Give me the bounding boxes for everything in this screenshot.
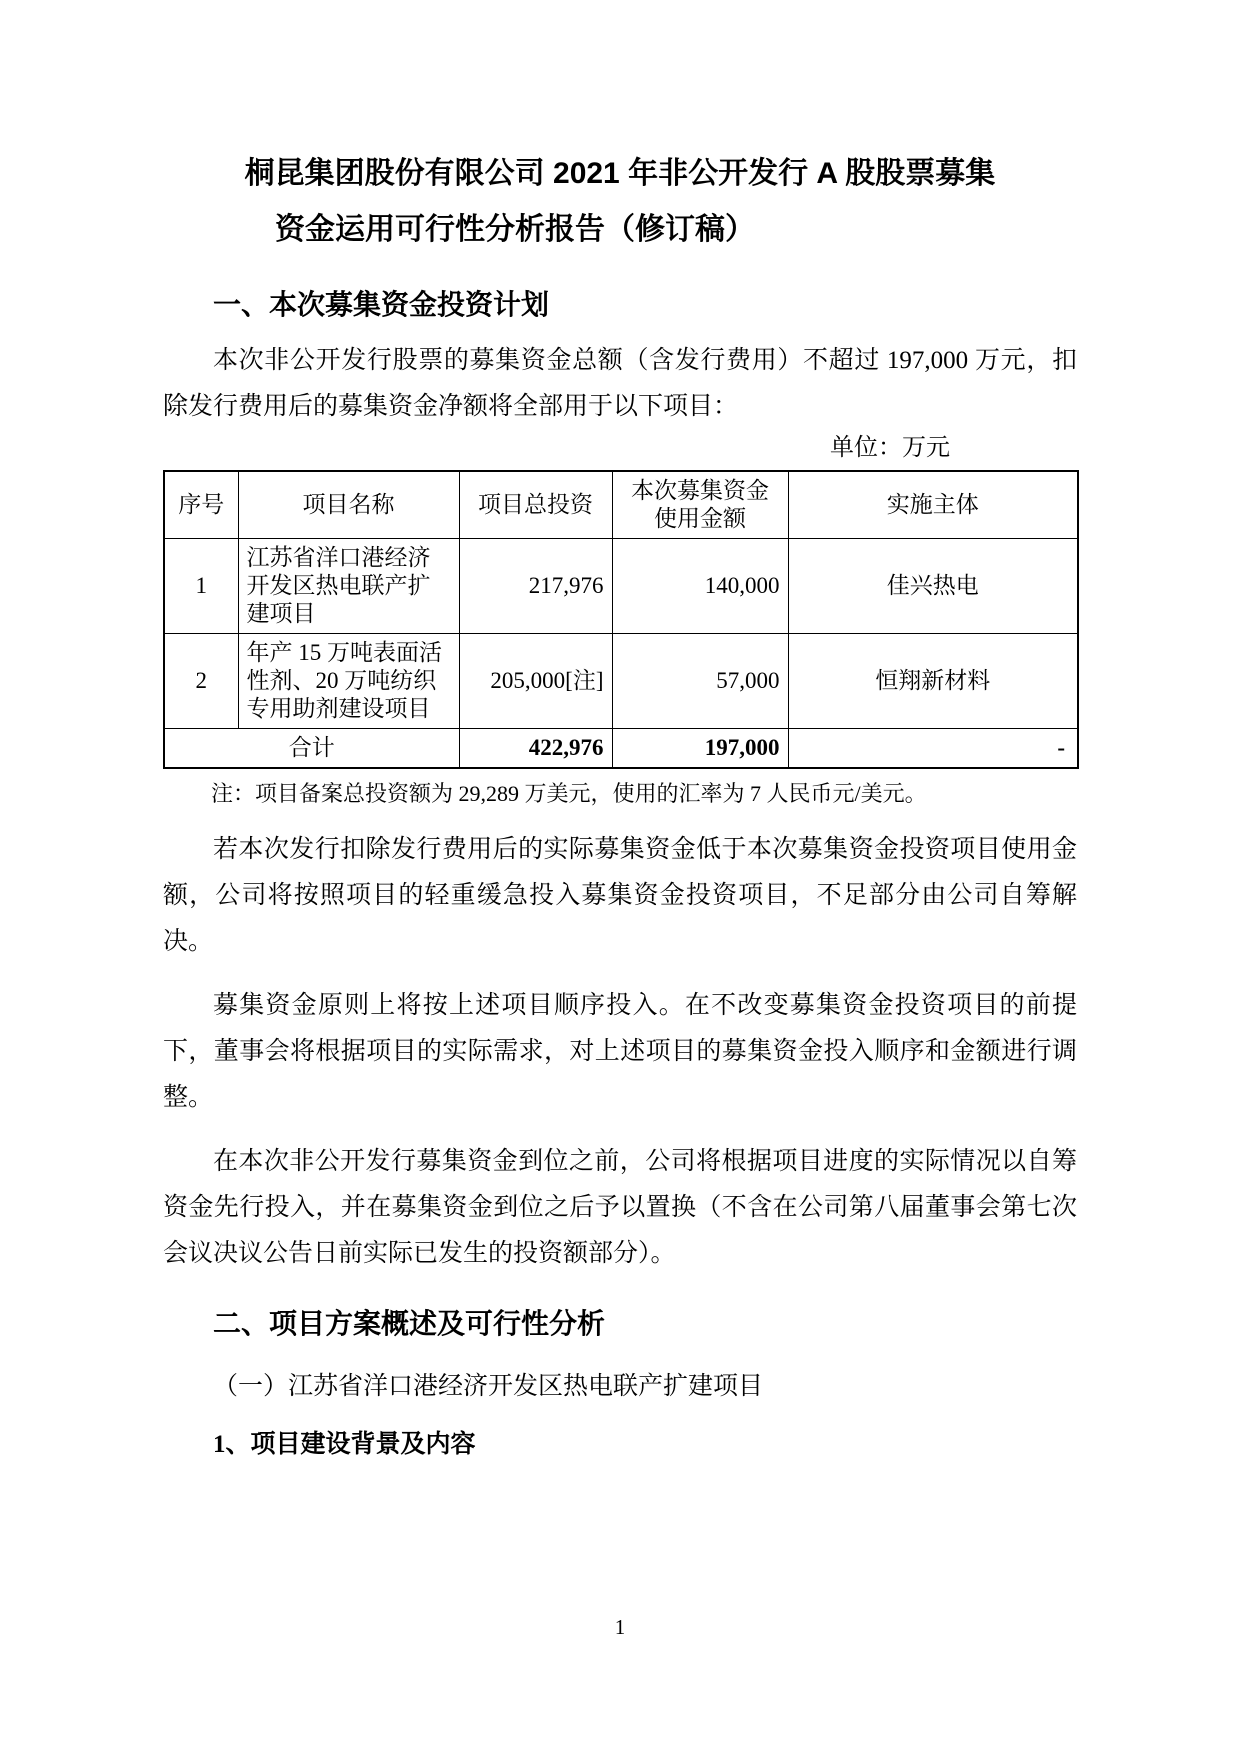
row1-entity: 佳兴热电 [788, 539, 1078, 634]
col-header-raised-funds: 本次募集资金使用金额 [612, 471, 788, 539]
unit-label: 单位：万元 [830, 435, 950, 461]
document-title-line2: 资金运用可行性分析报告（修订稿） [275, 213, 755, 246]
table-header-row [164, 471, 1078, 539]
document-title-line1: 桐昆集团股份有限公司 2021 年非公开发行 A 股股票募集 [244, 157, 996, 190]
section2-heading: 二、项目方案概述及可行性分析 [213, 1308, 606, 1339]
row2-no: 2 [164, 634, 238, 729]
row2-raised-funds: 57,000 [612, 634, 788, 729]
col-header-no: 序号 [164, 471, 238, 539]
document-title [163, 146, 1077, 258]
page-number: 1 [614, 1615, 626, 1639]
table-footnote: 注：项目备案总投资额为 29,289 万美元，使用的汇率为 7 人民币元/美元。 [211, 781, 927, 806]
paragraph-replacement: 在本次非公开发行募集资金到位之前，公司将根据项目进度的实际情况以自筹资金先行投入，并在募集资金到位之后予以置换（不含在公司第八届董事会第七次会议决议公告日前实际已发生的投资额部分）。 [163, 1148, 1077, 1267]
subsection1-1-heading: 1、项目建设背景及内容 [213, 1431, 476, 1458]
paragraph-order: 募集资金原则上将按上述项目顺序投入。在不改变募集资金投资项目的前提下，董事会将根据项目的实际需求，对上述项目的募集资金投入顺序和金额进行调整。 [163, 992, 1077, 1111]
paragraph-shortfall: 若本次发行扣除发行费用后的实际募集资金低于本次募集资金投资项目使用金额，公司将按照项目的轻重缓急投入募集资金投资项目，不足部分由公司自筹解决。 [163, 836, 1077, 955]
row1-no: 1 [164, 539, 238, 634]
row2-project-name: 年产 15 万吨表面活性剂、20 万吨纺织专用助剂建设项目 [238, 634, 459, 729]
row2-total-investment: 205,000[注] [459, 634, 612, 729]
row1-total-investment: 217,976 [459, 539, 612, 634]
total-label: 合计 [164, 729, 459, 769]
row1-project-name: 江苏省洋口港经济开发区热电联产扩建项目 [238, 539, 459, 634]
col-header-total-investment: 项目总投资 [459, 471, 612, 539]
section1-heading: 一、本次募集资金投资计划 [213, 289, 550, 320]
table-total-row [164, 729, 1078, 769]
total-investment-sum: 422,976 [459, 729, 612, 769]
subsection1-heading: （一）江苏省洋口港经济开发区热电联产扩建项目 [213, 1373, 764, 1400]
investment-table [163, 470, 1079, 769]
row2-entity: 恒翔新材料 [788, 634, 1078, 729]
col-header-entity: 实施主体 [788, 471, 1078, 539]
intro-paragraph: 本次非公开发行股票的募集资金总额（含发行费用）不超过 197,000 万元，扣除发行费用后的募集资金净额将全部用于以下项目： [163, 347, 1077, 420]
total-raised-sum: 197,000 [612, 729, 788, 769]
table-row [164, 539, 1078, 634]
row1-raised-funds: 140,000 [612, 539, 788, 634]
col-header-project-name: 项目名称 [238, 471, 459, 539]
table-row [164, 634, 1078, 729]
total-entity-dash: - [788, 729, 1078, 769]
